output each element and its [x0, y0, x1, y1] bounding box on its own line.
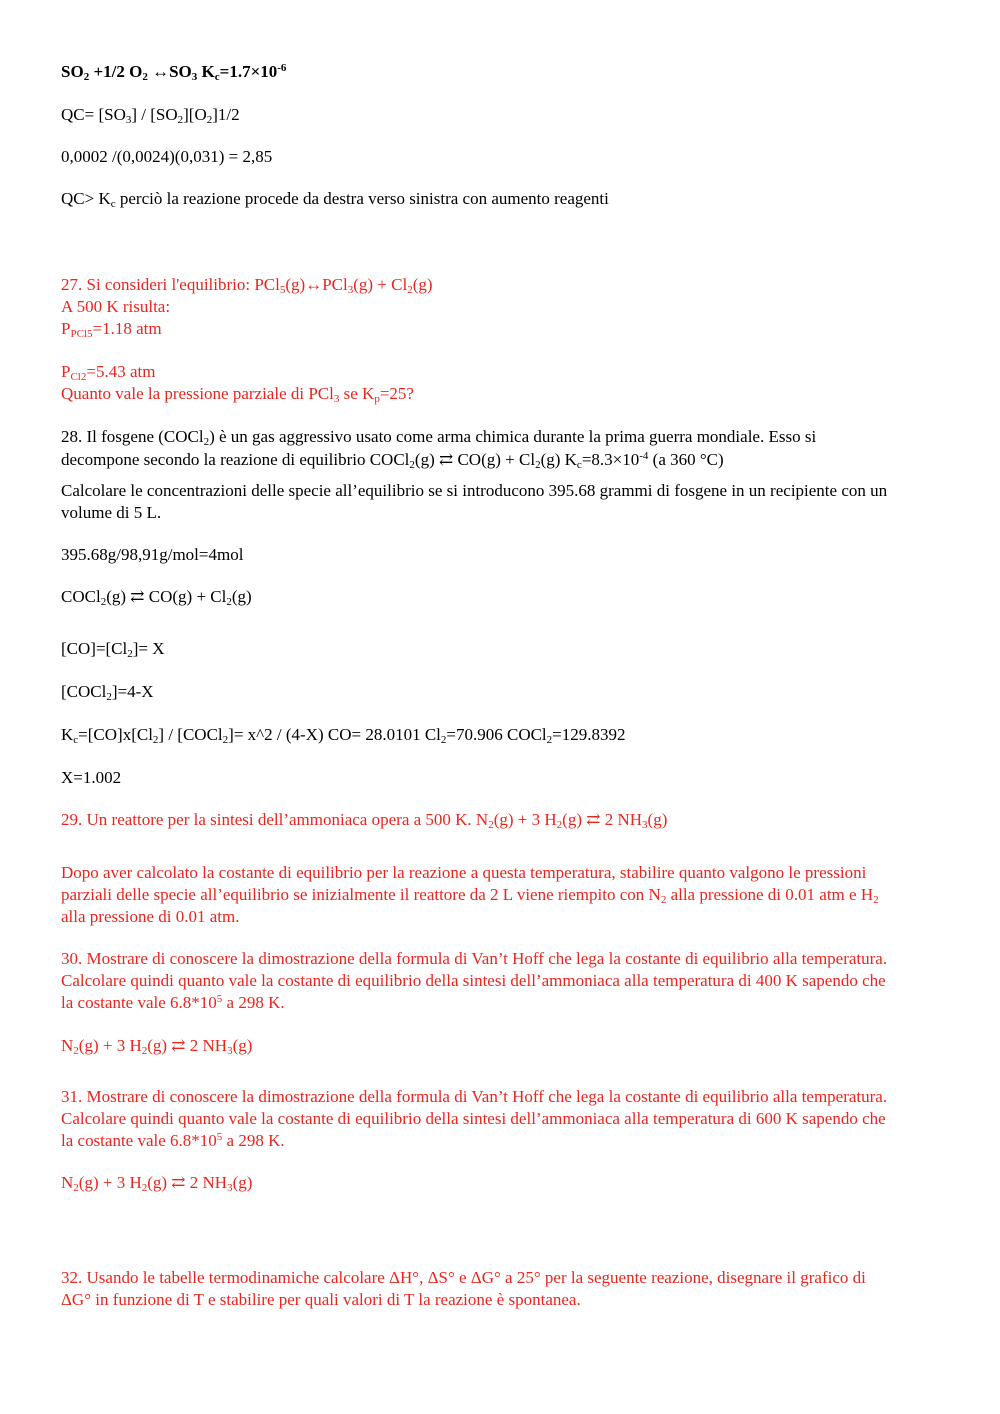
equilibrium-so3-heading: $SO_2 +1/2$ $O_2$ $\leftrightarrow SO_3$ $K_c=1.7\times 10^{-6}$ — [61, 62, 287, 83]
subscript: 2 — [100, 596, 107, 608]
subscript: 2 — [488, 819, 494, 831]
exercise-27-line: $P_{Cl2}=5.43$ atm — [61, 362, 156, 383]
subscript: 2 — [407, 284, 413, 296]
exercise-29-title: 29. Un reattore per la sintesi dell’ammoniaca opera a 500 K. $N_2(g) + 3$ $H_2(g)$ ⇄ 2 $NH_3(g)$ — [61, 810, 668, 831]
subscript: 2 — [556, 819, 563, 831]
subscript: 2 — [546, 734, 553, 746]
qc-conclusion: $QC> K_c$ perciò la reazione procede da destra verso sinistra con aumento reagenti — [61, 189, 609, 210]
subscript: 2 — [660, 894, 667, 906]
exercise-30-reaction: $N_2(g) + 3$ $H_2(g)$ ⇄ 2 $NH_3(g)$ — [61, 1036, 253, 1057]
x-result: X=1.002 — [61, 768, 122, 787]
subscript: 3 — [227, 1045, 233, 1057]
moles-calculation: 395.68g/98,91g/mol=4mol — [61, 545, 244, 564]
exercise-28-line: decompone secondo la reazione di equilibrio COCl$_2$(g) ⇄ $CO(g) + Cl_2(g)$ $K_c=8.3\times 10^{-4}$ (a 360 °C) — [61, 450, 724, 471]
kc-expression: $K_c=[CO]x[Cl_2]$ / [COCl$_2$]= x^2 / (4-X) CO= 28.0101 $Cl_2=70.906$ COCl$_2$=129.8392 — [61, 725, 626, 746]
exercise-32-line: ΔG° in funzione di T e stabilire per quali valori di T la reazione è spontanea. — [61, 1290, 581, 1309]
exercise-31-reaction: $N_2(g) + 3$ $H_2(g)$ ⇄ 2 $NH_3(g)$ — [61, 1173, 253, 1194]
subscript: Cl2 — [70, 371, 87, 383]
subscript: 2 — [141, 1045, 148, 1057]
subscript: 2 — [127, 648, 133, 660]
subscript: 2 — [152, 734, 159, 746]
concentration-line: $[CO]=[Cl_2]= X$ — [61, 639, 165, 660]
subscript: c — [110, 198, 116, 210]
concentration-line: [COCl$_2$]=4-X — [61, 682, 154, 703]
superscript: 5 — [216, 993, 223, 1005]
reaction-equation: COCl$_2$(g) ⇄ $CO(g) + Cl_2(g)$ — [61, 587, 252, 608]
subscript: 3 — [347, 284, 354, 296]
subscript: 2 — [177, 114, 184, 126]
exercise-27-question: Quanto vale la pressione parziale di PCl$_3$ se $K_p=25$? — [61, 384, 414, 405]
exercise-27-title: 27. Si consideri l'equilibrio: PCl$_5$(g)↔PCl$_3$(g) + $Cl_2(g)$ — [61, 275, 433, 296]
subscript: 2 — [73, 1182, 79, 1194]
subscript: 2 — [106, 691, 112, 703]
subscript: 3 — [191, 71, 198, 83]
exercise-31-line: Calcolare quindi quanto vale la costante di equilibrio della sintesi dell’ammoniaca alla temperatura di 600 K sapendo che — [61, 1109, 886, 1128]
exercise-30-line: Calcolare quindi quanto vale la costante di equilibrio della sintesi dell’ammoniaca alla temperatura di 400 K sapendo che — [61, 971, 886, 990]
exercise-28-line: 28. Il fosgene (COCl$_2$) è un gas aggressivo usato come arma chimica durante la prima guerra mondiale. Esso si — [61, 427, 817, 448]
subscript: 2 — [142, 71, 148, 83]
subscript: c — [214, 71, 220, 83]
exercise-28-line: volume di 5 L. — [61, 503, 162, 522]
subscript: p — [374, 393, 380, 405]
qc-calculation: 0,0002 /(0,0024)(0,031) = 2,85 — [61, 147, 273, 166]
exercise-31-line: la costante vale $6.8*10^5$ a 298 K. — [61, 1131, 285, 1150]
subscript: c — [576, 459, 582, 471]
qc-expression: $QC= [SO_3] / [SO_2][O_2]1/2$ — [61, 105, 240, 126]
subscript: c — [73, 734, 79, 746]
exercise-30-line: la costante vale $6.8*10^5$ a 298 K. — [61, 993, 285, 1012]
superscript: -6 — [277, 62, 287, 74]
subscript: 2 — [222, 734, 229, 746]
subscript: 3 — [642, 819, 648, 831]
exercise-29-line: Dopo aver calcolato la costante di equilibrio per la reazione a questa temperatura, stabilire quanto valgono le pressioni — [61, 863, 867, 882]
subscript: PCl5 — [70, 328, 93, 340]
exercise-32-line: 32. Usando le tabelle termodinamiche calcolare ΔH°, ΔS° e ΔG° a 25° per la seguente reazione, disegnare il grafico di — [61, 1268, 866, 1287]
exercise-29-line: parziali delle specie all’equilibrio se inizialmente il reattore da 2 L viene riempito con $N_2$ alla pressione di 0.01 atm e $H_2$ — [61, 885, 879, 906]
subscript: 3 — [125, 114, 132, 126]
subscript: 2 — [203, 436, 210, 448]
superscript: 5 — [216, 1131, 223, 1143]
subscript: 2 — [409, 459, 415, 471]
subscript: 2 — [535, 459, 541, 471]
subscript: 2 — [226, 596, 232, 608]
subscript: 2 — [206, 114, 213, 126]
subscript: 3 — [227, 1182, 233, 1194]
subscript: 2 — [73, 1045, 79, 1057]
superscript: -4 — [639, 450, 649, 462]
subscript: 5 — [279, 284, 286, 296]
subscript: 3 — [333, 393, 340, 405]
exercise-28-line: Calcolare le concentrazioni delle specie all’equilibrio se si introducono 395.68 grammi di fosgene in un recipiente con un — [61, 481, 888, 500]
subscript: 2 — [440, 734, 447, 746]
exercise-27-line: A 500 K risulta: — [61, 297, 171, 316]
exercise-30-line: 30. Mostrare di conoscere la dimostrazione della formula di Van’t Hoff che lega la costante di equilibrio alla temperatura. — [61, 949, 888, 968]
exercise-27-line: $P_{PCl5}=1.18$ atm — [61, 319, 162, 340]
subscript: 2 — [83, 71, 90, 83]
exercise-31-line: 31. Mostrare di conoscere la dimostrazione della formula di Van’t Hoff che lega la costante di equilibrio alla temperatura. — [61, 1087, 888, 1106]
subscript: 2 — [873, 894, 879, 906]
exercise-29-line: alla pressione di 0.01 atm. — [61, 907, 240, 926]
subscript: 2 — [141, 1182, 148, 1194]
